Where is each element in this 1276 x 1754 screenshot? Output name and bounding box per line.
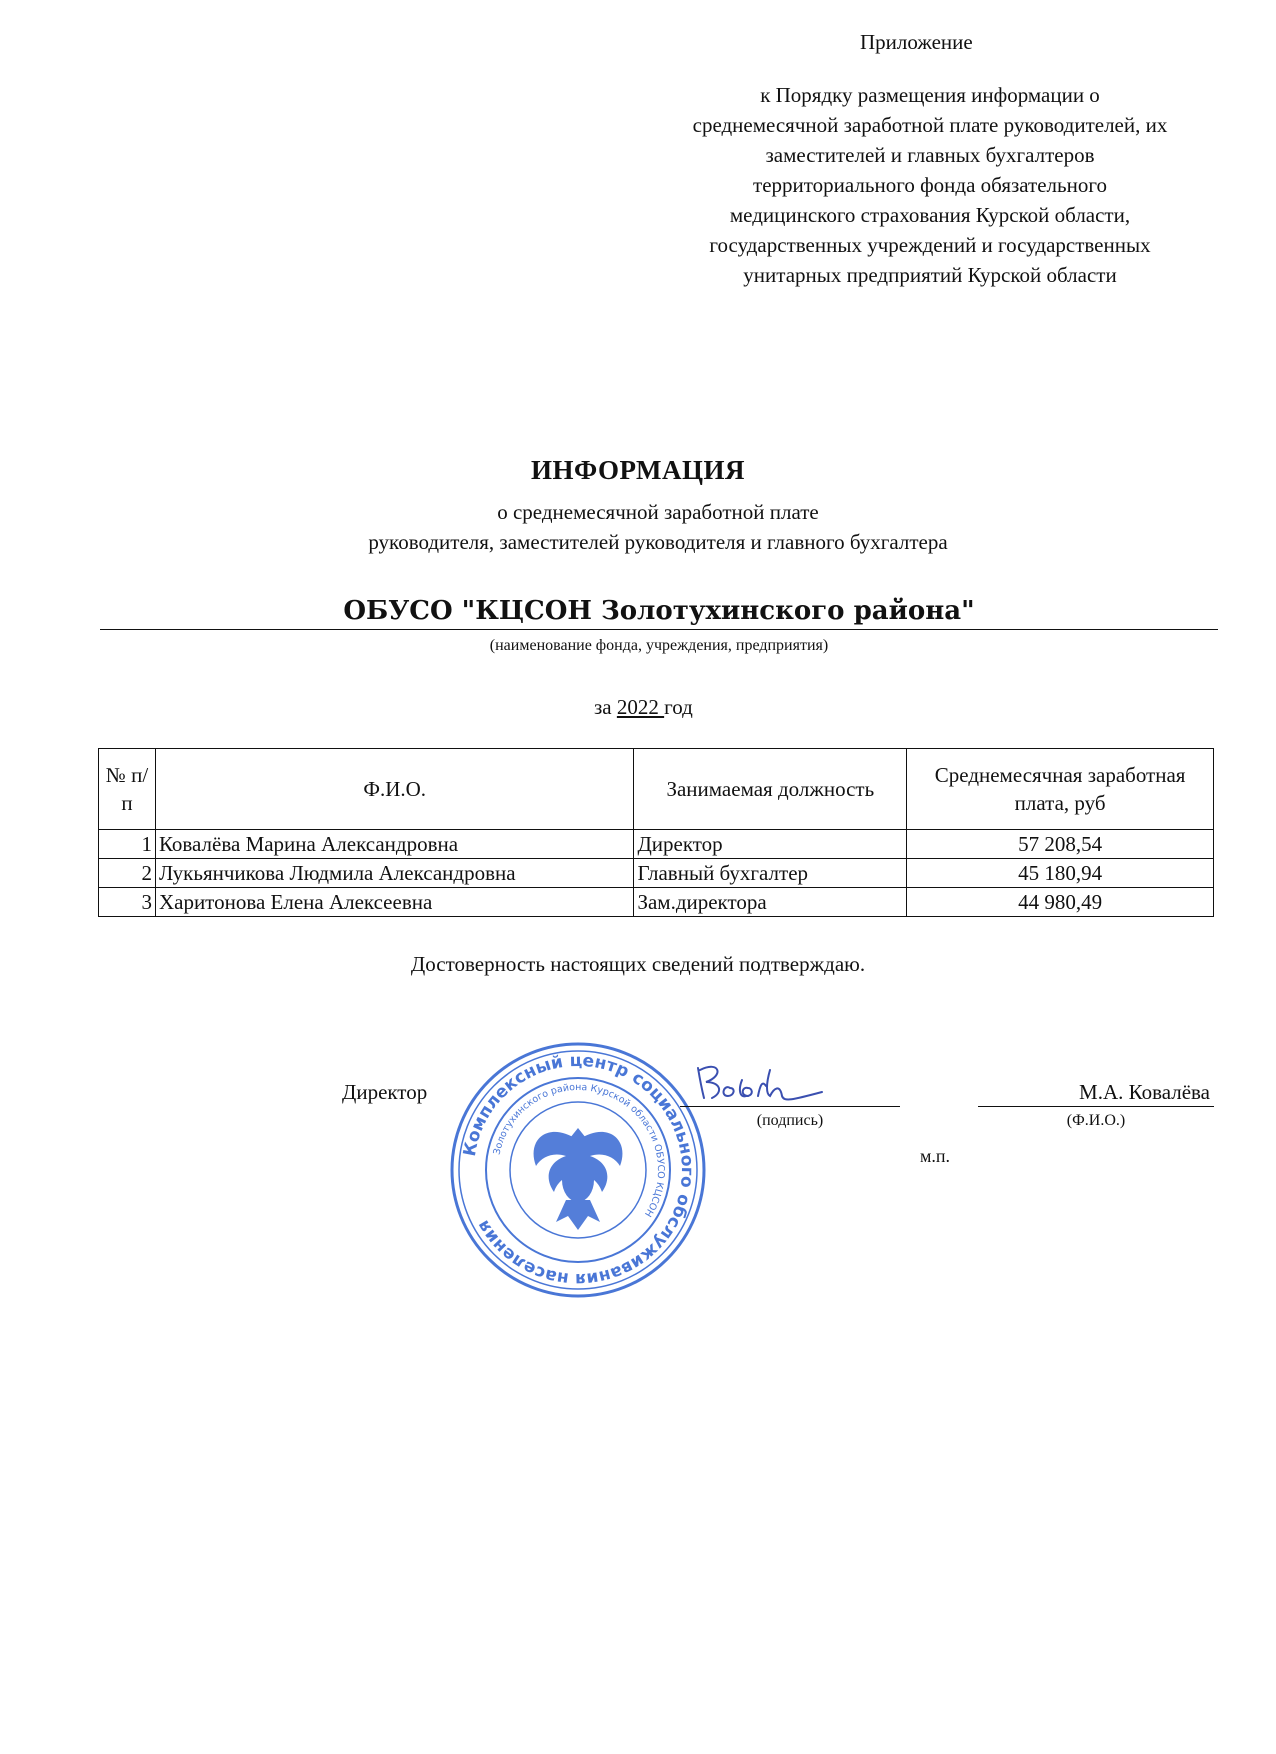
document-subtitle [0, 497, 1276, 557]
row-salary: 44 980,49 [907, 888, 1214, 917]
name-line [978, 1106, 1214, 1107]
svg-text:Комплексный центр социального: Комплексный центр социального обслуживания населения [459, 1050, 698, 1290]
header-num: № п/п [99, 749, 156, 830]
header-name: Ф.И.О. [155, 749, 633, 830]
row-salary: 45 180,94 [907, 859, 1214, 888]
organization-name: ОБУСО "КЦСОН Золотухинского района" [343, 596, 975, 626]
row-position: Главный бухгалтер [634, 859, 907, 888]
row-position: Директор [634, 830, 907, 859]
row-num: 3 [99, 888, 156, 917]
row-num: 2 [99, 859, 156, 888]
appendix-text [640, 80, 1220, 290]
organization-underline [100, 629, 1218, 630]
signature-caption: (подпись) [756, 1112, 824, 1129]
period-prefix: за [594, 695, 617, 719]
header-position: Занимаемая должность [634, 749, 907, 830]
salary-table [98, 748, 1214, 917]
row-num: 1 [99, 830, 156, 859]
appendix-line: к Порядку размещения информации о [760, 83, 1100, 107]
organization-stamp [448, 1040, 708, 1300]
appendix-line: унитарных предприятий Курской области [743, 263, 1117, 287]
appendix-line: медицинского страхования Курской области, [729, 203, 1131, 227]
seal-mark: м.п. [920, 1146, 951, 1166]
appendix-title: Приложение [860, 30, 973, 54]
row-name: Ковалёва Марина Александровна [155, 830, 633, 859]
subtitle-line: о среднемесячной заработной плате [497, 500, 819, 524]
row-name: Харитонова Елена Алексеевна [155, 888, 633, 917]
appendix-line: среднемесячной заработной плате руководителей, их [692, 113, 1168, 137]
appendix-line: государственных учреждений и государственных [709, 233, 1151, 257]
table-header-row [99, 749, 1214, 830]
subtitle-line: руководителя, заместителей руководителя и главного бухгалтера [368, 530, 948, 554]
signer-name: М.А. Ковалёва [1079, 1080, 1210, 1104]
row-salary: 57 208,54 [907, 830, 1214, 859]
signature-line [680, 1106, 900, 1107]
period-year: 2022 [616, 695, 665, 719]
name-caption: (Ф.И.О.) [1066, 1112, 1126, 1129]
appendix-line: заместителей и главных бухгалтеров [765, 143, 1095, 167]
period [594, 695, 693, 720]
signer-role: Директор [342, 1080, 428, 1104]
appendix-line: территориального фонда обязательного [753, 173, 1107, 197]
table-row [99, 859, 1214, 888]
svg-text:Золотухинского района Курской: Золотухинского района Курской области ОБУСО КЦСОН [491, 1081, 667, 1219]
header-salary: Среднемесячная заработная плата, руб [907, 749, 1214, 830]
organization-caption: (наименование фонда, учреждения, предприятия) [489, 637, 829, 654]
row-name: Лукьянчикова Людмила Александровна [155, 859, 633, 888]
row-position: Зам.директора [634, 888, 907, 917]
period-suffix: год [664, 695, 693, 719]
table-row [99, 888, 1214, 917]
table-row [99, 830, 1214, 859]
document-title: ИНФОРМАЦИЯ [531, 455, 745, 485]
confirmation-text: Достоверность настоящих сведений подтверждаю. [410, 952, 866, 976]
